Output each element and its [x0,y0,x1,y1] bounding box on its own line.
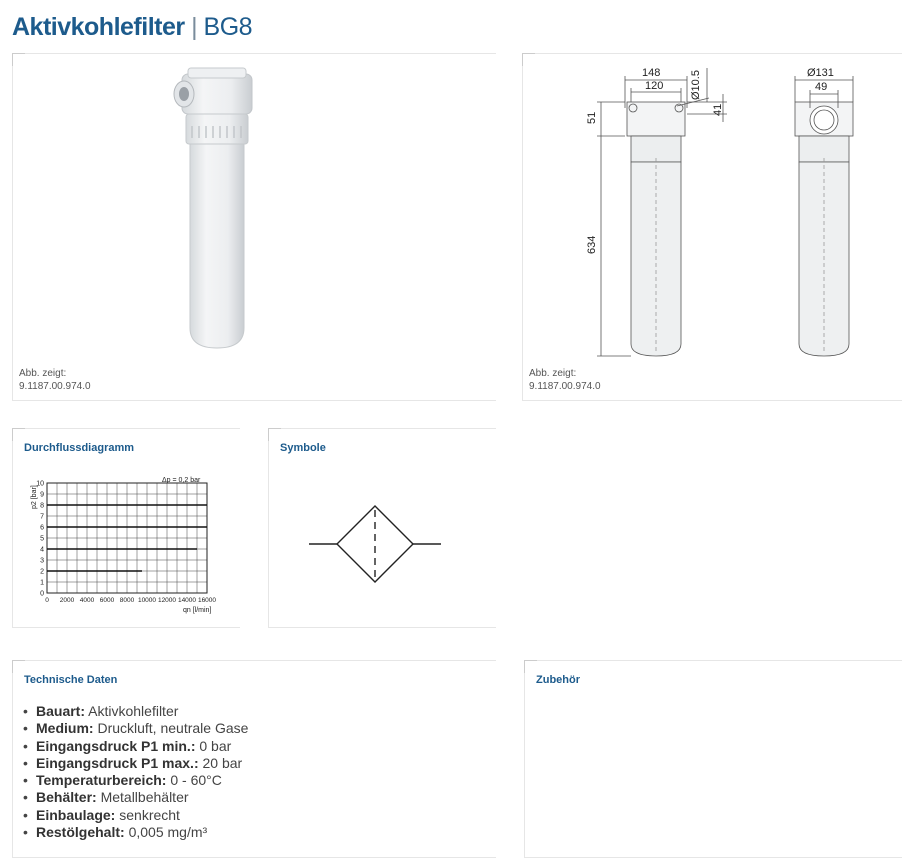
spec-key: Medium: [36,720,94,737]
chart-x-tick-label: 8000 [119,597,135,604]
spec-item [23,755,248,772]
chart-x-tick-label: 2000 [59,597,75,604]
chart-grid [47,483,207,593]
product-image-panel [12,53,496,401]
chart-y-tick-label: 8 [40,502,44,510]
spec-key: Eingangsdruck P1 min.: [36,737,196,754]
technical-drawing[interactable] [527,58,887,358]
chart-x-tick-label: 14000 [177,597,197,604]
chart-y-tick-label: 9 [40,491,44,499]
technical-data-panel [12,660,496,858]
panel-corner [268,428,281,441]
chart-annotation: Δp = 0,2 bar [162,477,201,484]
chart-y-tick-label: 1 [40,579,44,587]
flow-diagram-panel [12,428,240,628]
chart-y-tick-label: 2 [40,568,44,576]
spec-value: 20 bar [198,754,243,771]
caption-article-number: 9.1187.00.974.0 [19,381,91,392]
symbols-heading: Symbole [280,442,326,454]
product-code: BG8 [203,13,253,41]
spec-value: 0 - 60°C [166,772,222,789]
product-image[interactable] [168,66,288,366]
spec-item [23,738,248,755]
panel-corner [12,428,25,441]
filter-symbol-icon [307,493,457,593]
spec-item [23,789,248,806]
dim-49: 49 [815,81,828,93]
spec-value: Metallbehälter [96,789,189,806]
chart-ticks [36,481,216,605]
spec-key: Restölgehalt: [36,824,125,841]
accessories-heading: Zubehör [536,674,580,686]
panel-corner [524,660,537,673]
chart-y-tick-label: 10 [36,480,44,488]
spec-value: Druckluft, neutrale Gase [93,720,249,737]
chart-x-tick-label: 0 [45,597,49,604]
spec-item [23,824,248,841]
chart-x-tick-label: 4000 [79,597,95,604]
spec-key: Behälter: [36,789,97,806]
caption-label: Abb. zeigt: [19,368,67,379]
dim-diameter-10-5: Ø10.5 [690,70,702,100]
chart-x-axis-label: qn [l/min] [183,607,212,614]
symbols-panel [268,428,496,628]
chart-x-tick-label: 12000 [157,597,177,604]
flow-diagram-heading: Durchflussdiagramm [24,442,135,454]
title-separator: | [191,13,198,41]
dim-diameter-131: Ø131 [807,67,834,79]
spec-value: 0,005 mg/m³ [124,824,208,841]
chart-y-tick-label: 3 [40,557,44,565]
chart-x-tick-label: 6000 [99,597,115,604]
spec-key: Einbaulage: [36,806,116,823]
chart-y-tick-label: 5 [40,535,44,543]
spec-item [23,703,248,720]
chart-y-axis-label: p2 [bar] [31,485,38,509]
dim-634: 634 [586,235,598,254]
dim-41: 41 [712,103,724,116]
spec-item [23,720,248,737]
spec-value: 0 bar [195,737,232,754]
spec-item [23,807,248,824]
dim-148: 148 [642,67,661,79]
technical-drawing-panel [522,53,902,401]
chart-y-tick-label: 6 [40,524,44,532]
product-name: Aktivkohlefilter [12,13,185,41]
spec-item [23,772,248,789]
drawing-caption [529,367,601,393]
product-image-caption [19,367,91,393]
dim-51: 51 [586,111,598,124]
spec-list [23,703,248,841]
caption-article-number: 9.1187.00.974.0 [529,381,601,392]
chart-x-tick-label: 16000 [197,597,217,604]
spec-key: Eingangsdruck P1 max.: [36,754,199,771]
spec-value: senkrecht [115,806,180,823]
chart-y-tick-label: 7 [40,513,44,521]
panel-corner [12,53,25,66]
chart-y-tick-label: 0 [40,590,44,598]
panel-corner [12,660,25,673]
page-title [12,12,252,42]
flow-chart [17,469,237,619]
spec-key: Bauart: [36,703,86,719]
caption-label: Abb. zeigt: [529,368,577,379]
technical-data-heading: Technische Daten [24,674,118,686]
chart-x-tick-label: 10000 [137,597,157,604]
accessories-panel [524,660,902,858]
dim-120: 120 [645,80,664,92]
spec-value: Aktivkohlefilter [85,703,179,719]
spec-key: Temperaturbereich: [36,772,167,789]
chart-y-tick-label: 4 [40,546,44,554]
